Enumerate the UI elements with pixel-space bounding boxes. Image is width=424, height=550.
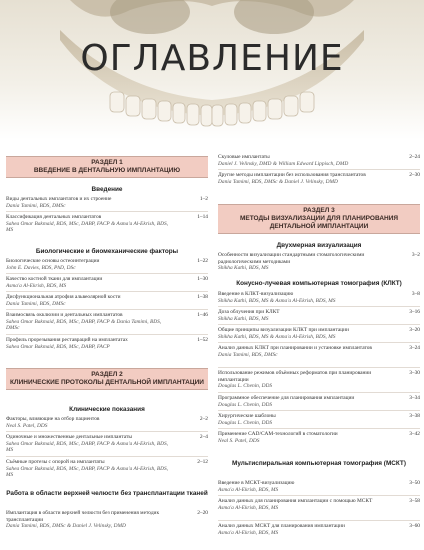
entry-title: Введение в МСКТ-визуализацию: [218, 480, 295, 486]
entry-title: Программное обеспечение для планирования имплантации: [218, 395, 355, 401]
entry-authors: Asma'a Al-Ekrish, BDS, MS: [6, 282, 67, 289]
toc-entry[interactable]: [6, 459, 208, 479]
divider: [218, 428, 420, 429]
section-2-header: [6, 368, 208, 390]
entry-title: Доза облучения при КЛКТ: [218, 309, 280, 315]
entry-authors: Dania Tamimi, BDS, DMSc: [6, 300, 66, 307]
entry-title: Факторы, влияющие на отбор пациентов: [6, 416, 100, 422]
entry-page: 1–38: [197, 294, 208, 300]
section-number: РАЗДЕЛ 3: [303, 207, 335, 214]
section-name: МЕТОДЫ ВИЗУАЛИЗАЦИИ ДЛЯ ПЛАНИРОВАНИЯ ДЕНТАЛЬНОЙ ИМПЛАНТАЦИИ: [239, 215, 399, 230]
entry-page: 1–30: [197, 276, 208, 282]
entry-title: Имплантация в области верхней челюсти без применения методик трансплантации: [6, 510, 160, 523]
entry-page: 1–2: [199, 196, 208, 202]
entry-authors: Shikha Kathi, BDS, MS & Asma'a Al-Ekrish, BDS, MS: [218, 297, 336, 304]
entry-page: 3–60: [409, 523, 420, 529]
entry-authors: Asma'a Al-Ekrish, BDS, MS: [218, 486, 279, 493]
entry-authors: Douglas L. Chenin, DDS: [218, 419, 273, 426]
entry-authors: Dania Tamimi, BDS, DMSc: [6, 202, 66, 209]
divider: [218, 342, 420, 343]
entry-title: Анализ данных для планирования имплантации с помощью МСКТ: [218, 498, 373, 504]
entry-title: Одиночные и множественные дентальные имплантаты: [6, 434, 132, 440]
entry-title: Другие методы имплантации без использования трансплантатов: [218, 172, 366, 178]
divider: [6, 456, 208, 457]
toc-entry[interactable]: [218, 252, 420, 272]
entry-page: 3–24: [409, 345, 420, 351]
toc-entry[interactable]: [218, 523, 420, 536]
toc-entry[interactable]: [218, 327, 420, 340]
toc-entry[interactable]: [6, 312, 208, 332]
entry-title: Классификация дентальных имплантатов: [6, 214, 102, 220]
divider: [218, 520, 420, 521]
page-title: ОГЛАВЛЕНИЕ: [80, 38, 344, 79]
entry-title: Биологические основы остеоинтеграции: [6, 258, 100, 264]
entry-title: Взаимосвязь окклюзии и дентальных имплантатов: [6, 312, 123, 318]
entry-page: 1–46: [197, 312, 208, 318]
subsection-heading: Биологические и биомеханические факторы: [35, 248, 179, 255]
entry-title: Виды дентальных имплантатов и их строение: [6, 196, 112, 202]
entry-authors: Sahea Omar Bakmaid, BDS, MSc, DABP, FACP & Asma'a Al-Ekrish, BDS, MS: [6, 220, 169, 233]
entry-authors: Shikha Kathi, BDS, MS: [218, 265, 269, 271]
entry-authors: Sahea Omar Bakmaid, BDS, MSc, DABP, FACP & Dania Tamimi, BDS, DMSc: [6, 318, 162, 331]
toc-entry[interactable]: [218, 345, 420, 358]
entry-authors: John E. Davies, BDS, PhD, DSc: [6, 264, 76, 271]
toc-entry[interactable]: [218, 498, 420, 511]
divider: [218, 324, 420, 325]
subsection-heading: Двухмерная визуализация: [276, 242, 362, 249]
subsection-heading: Работа в области верхней челюсти без трансплантации тканей: [6, 490, 208, 497]
entry-authors: Douglas L. Chenin, DDS: [218, 383, 273, 389]
entry-title: Применение CAD/CAM-технологий в стоматологии: [218, 431, 338, 437]
toc-entry[interactable]: [218, 395, 420, 408]
entry-title: Анализ данных МСКТ для планирования имплантации: [218, 523, 345, 529]
entry-authors: Daniel J. Velinsky, DMD & William Edward Lippisch, DMD: [218, 160, 349, 167]
toc-entry[interactable]: [6, 196, 208, 209]
entry-page: 3–2: [411, 252, 420, 258]
entry-authors: Dania Tamimi, BDS, DMSc & Daniel J. Velinsky, DMD: [218, 178, 338, 185]
toc-entry[interactable]: [6, 510, 208, 530]
entry-page: 3–20: [409, 327, 420, 333]
divider: [218, 495, 420, 496]
divider: [6, 211, 208, 212]
toc-entry[interactable]: [6, 337, 208, 350]
entry-authors: Dania Tamimi, BDS, DMSc & Daniel J. Velinsky, DMD: [6, 523, 126, 529]
entry-title: Хирургические шаблоны: [218, 413, 276, 419]
toc-entry[interactable]: [218, 309, 420, 322]
toc-entry[interactable]: [218, 154, 420, 167]
section-name: ВВЕДЕНИЕ В ДЕНТАЛЬНУЮ ИМПЛАНТАЦИЮ: [33, 167, 181, 174]
entry-page: 3–34: [409, 395, 420, 401]
entry-title: Дисфункциональная атрофия альвеолярной кости: [6, 294, 121, 300]
entry-page: 3–58: [409, 498, 420, 504]
entry-page: 1–52: [197, 337, 208, 343]
entry-authors: Douglas L. Chenin, DDS: [218, 401, 273, 408]
subsection-heading: Мультиспиральная компьютерная томография (МСКТ): [232, 460, 406, 467]
entry-page: 2–4: [199, 434, 208, 440]
entry-authors: Sahea Omar Bakmaid, BDS, MSc, DABP, FACP: [6, 343, 110, 350]
divider: [6, 431, 208, 432]
section-3-header: [218, 204, 420, 234]
toc-entry[interactable]: [218, 370, 420, 390]
subsection-heading: Конусно-лучевая компьютерная томография (КЛКТ): [236, 280, 402, 287]
section-name: КЛИНИЧЕСКИЕ ПРОТОКОЛЫ ДЕНТАЛЬНОЙ ИМПЛАНТАЦИИ: [10, 379, 204, 386]
subsection-heading: Клинические показания: [69, 406, 145, 413]
divider: [218, 367, 420, 368]
divider: [6, 273, 208, 274]
entry-title: Использование режимов объёмных реформатов при планировании имплантации: [218, 370, 372, 383]
entry-authors: Asma'a Al-Ekrish, BDS, MS: [218, 504, 279, 511]
entry-page: 2–12: [197, 459, 208, 465]
toc-entry[interactable]: [218, 172, 420, 185]
toc-entry[interactable]: [6, 434, 208, 454]
divider: [218, 169, 420, 170]
entry-authors: Neal S. Patel, DDS: [6, 422, 48, 429]
entry-page: 1–22: [197, 258, 208, 264]
entry-authors: Shikha Kathi, BDS, MS: [218, 315, 269, 322]
section-1-header: [6, 156, 208, 178]
entry-title: Скуловые имплантаты: [218, 154, 270, 160]
toc-entry[interactable]: [218, 480, 420, 493]
entry-authors: Neal S. Patel, DDS: [218, 437, 260, 444]
entry-authors: Asma'a Al-Ekrish, BDS, MS: [218, 529, 279, 536]
entry-title: Анализ данных КЛКТ при планировании и установке имплантатов: [218, 345, 372, 351]
toc-entry[interactable]: [218, 291, 420, 304]
divider: [218, 410, 420, 411]
entry-authors: Sahea Omar Bakmaid, BDS, MSc, DABP, FACP & Asma'a Al-Ekrish, BDS, MS: [6, 465, 169, 478]
section-number: РАЗДЕЛ 2: [91, 371, 123, 378]
entry-page: 3–50: [409, 480, 420, 486]
entry-page: 3–30: [409, 370, 420, 376]
entry-authors: Sahea Omar Bakmaid, BDS, MSc, DABP, FACP & Asma'a Al-Ekrish, BDS, MS: [6, 440, 169, 453]
entry-authors: Dania Tamimi, BDS, DMSc: [218, 351, 278, 358]
toc-entry[interactable]: [6, 276, 208, 289]
entry-authors: Shikha Kathi, BDS, MS & Asma'a Al-Ekrish, BDS, MS: [218, 333, 336, 340]
entry-title: Качество костной ткани для имплантации: [6, 276, 103, 282]
divider: [6, 309, 208, 310]
toc-entry[interactable]: [218, 413, 420, 426]
entry-page: 3–16: [409, 309, 420, 315]
entry-title: Общие принципы визуализации КЛКТ при имплантации: [218, 327, 349, 333]
divider: [218, 306, 420, 307]
entry-page: 3–38: [409, 413, 420, 419]
entry-title: Особенности визуализации стандартными стоматологическими радиологическими методиками: [218, 252, 365, 265]
divider: [218, 392, 420, 393]
entry-page: 2–2: [199, 416, 208, 422]
entry-page: 3–8: [411, 291, 420, 297]
entry-title: Введение в КЛКТ-визуализацию: [218, 291, 294, 297]
toc-entry[interactable]: [6, 294, 208, 307]
toc-entry[interactable]: [218, 431, 420, 444]
entry-page: 2–20: [197, 510, 208, 516]
entry-title: Съёмные протезы с опорой на имплантаты: [6, 459, 105, 465]
entry-page: 3–42: [409, 431, 420, 437]
divider: [6, 291, 208, 292]
toc-entry[interactable]: [6, 214, 208, 234]
subsection-heading: Введение: [91, 186, 123, 193]
toc-entry[interactable]: [6, 416, 208, 429]
entry-page: 2–30: [409, 172, 420, 178]
divider: [6, 334, 208, 335]
entry-page: 1–14: [197, 214, 208, 220]
skull-banner-image: [0, 0, 424, 140]
entry-page: 2–24: [409, 154, 420, 160]
section-number: РАЗДЕЛ 1: [91, 159, 123, 166]
toc-entry[interactable]: [6, 258, 208, 271]
entry-title: Профиль прорезывания реставраций на имплантатах: [6, 337, 128, 343]
